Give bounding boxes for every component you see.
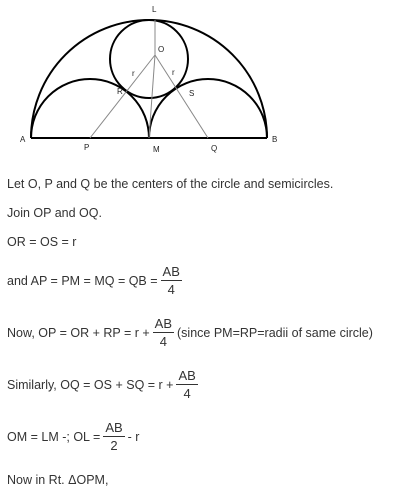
text-line-3: OR = OS = r (7, 235, 77, 249)
eq6-text: Similarly, OQ = OS + SQ = r + (7, 377, 174, 392)
equation-line-6 (7, 368, 201, 401)
equation-line-4 (7, 264, 185, 297)
label-m: M (153, 145, 160, 154)
eq7-denominator: 2 (110, 438, 118, 453)
line-op (90, 55, 155, 138)
eq4-text: and AP = PM = MQ = QB = (7, 273, 158, 288)
text-line-8: Now in Rt. ΔOPM, (7, 473, 109, 487)
eq4-denominator: 4 (167, 282, 175, 297)
eq5-note: (since PM=RP=radii of same circle) (177, 325, 373, 340)
label-b: B (272, 135, 278, 144)
equation-line-5 (7, 316, 373, 349)
eq4-numerator: AB (162, 264, 180, 279)
label-l: L (152, 5, 157, 14)
equation-line-7 (7, 420, 139, 453)
right-semicircle (149, 79, 267, 138)
label-r: R (117, 87, 123, 96)
large-semicircle (31, 20, 267, 138)
text-line-2: Join OP and OQ. (7, 206, 102, 220)
eq7-numerator: AB (105, 420, 123, 435)
eq6-numerator: AB (178, 368, 196, 383)
eq5-fraction (153, 316, 174, 349)
label-p: P (84, 143, 90, 152)
text-line-1: Let O, P and Q be the centers of the circle and semicircles. (7, 177, 334, 191)
eq6-fraction (176, 368, 197, 401)
eq4-fraction (161, 264, 182, 297)
label-r-right: r (172, 68, 175, 77)
geometry-figure (0, 0, 411, 160)
label-a: A (20, 135, 26, 144)
eq7-text: OM = LM -; OL = (7, 429, 101, 444)
label-o: O (158, 45, 165, 54)
label-q: Q (211, 144, 218, 153)
line-om (149, 55, 155, 138)
eq5-numerator: AB (154, 316, 173, 331)
eq5-denominator: 4 (159, 334, 167, 349)
left-semicircle (31, 79, 149, 138)
eq5-text: Now, OP = OR + RP = r + (7, 325, 150, 340)
eq6-denominator: 4 (183, 386, 191, 401)
eq7-suffix: - r (127, 429, 140, 444)
label-s: S (189, 89, 195, 98)
line-oq (155, 55, 208, 138)
label-r-left: r (132, 69, 135, 78)
eq7-fraction (103, 420, 124, 453)
